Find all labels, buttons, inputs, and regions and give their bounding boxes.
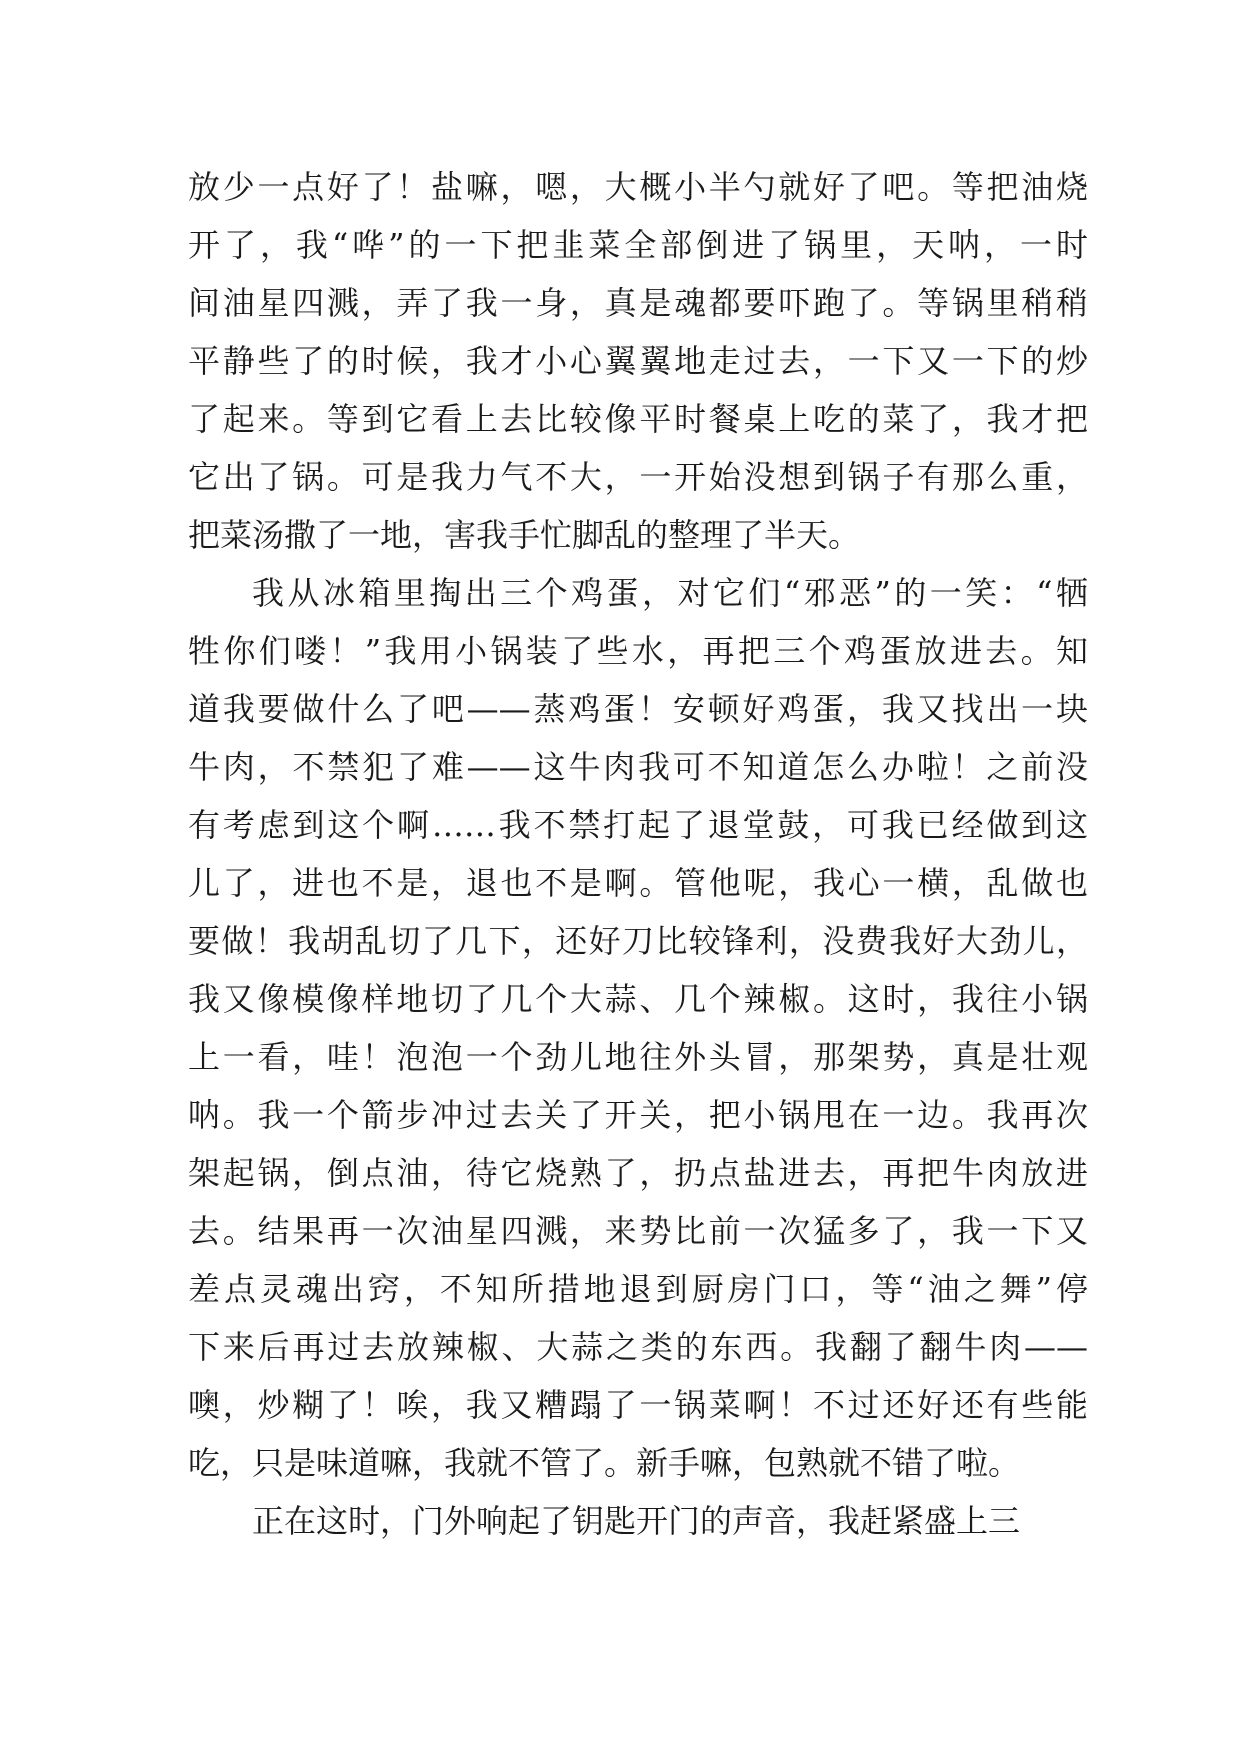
text-line: 放少一点好了！盐嘛，嗯，大概小半勺就好了吧。等把油烧 xyxy=(188,168,1088,206)
text-line: 把菜汤撒了一地，害我手忙脚乱的整理了半天。 xyxy=(188,516,861,554)
text-line: 呐。我一个箭步冲过去关了开关，把小锅甩在一边。我再次 xyxy=(188,1096,1088,1134)
text-line: 去。结果再一次油星四溅，来势比前一次猛多了，我一下又 xyxy=(188,1212,1088,1250)
text-line: 架起锅，倒点油，待它烧熟了，扔点盐进去，再把牛肉放进 xyxy=(188,1154,1088,1192)
text-line: 开了，我“哗”的一下把韭菜全部倒进了锅里，天呐，一时 xyxy=(188,226,1088,264)
text-line: 正在这时，门外响起了钥匙开门的声音，我赶紧盛上三 xyxy=(252,1502,1021,1540)
text-line: 它出了锅。可是我力气不大，一开始没想到锅子有那么重， xyxy=(188,458,1088,496)
text-line: 噢，炒糊了！唉，我又糟蹋了一锅菜啊！不过还好还有些能 xyxy=(188,1386,1088,1424)
text-line: 差点灵魂出窍，不知所措地退到厨房门口，等“油之舞”停 xyxy=(188,1270,1088,1308)
text-line: 间油星四溅，弄了我一身，真是魂都要吓跑了。等锅里稍稍 xyxy=(188,284,1088,322)
text-line: 我又像模像样地切了几个大蒜、几个辣椒。这时，我往小锅 xyxy=(188,980,1088,1018)
text-line: 要做！我胡乱切了几下，还好刀比较锋利，没费我好大劲儿， xyxy=(188,922,1088,960)
text-line: 牛肉，不禁犯了难——这牛肉我可不知道怎么办啦！之前没 xyxy=(188,748,1088,786)
body-text xyxy=(188,158,1088,1550)
text-line: 牲你们喽！”我用小锅装了些水，再把三个鸡蛋放进去。知 xyxy=(188,632,1088,670)
text-line: 儿了，进也不是，退也不是啊。管他呢，我心一横，乱做也 xyxy=(188,864,1088,902)
text-line: 道我要做什么了吧——蒸鸡蛋！安顿好鸡蛋，我又找出一块 xyxy=(188,690,1088,728)
text-line: 吃，只是味道嘛，我就不管了。新手嘛，包熟就不错了啦。 xyxy=(188,1444,1021,1482)
text-line: 了起来。等到它看上去比较像平时餐桌上吃的菜了，我才把 xyxy=(188,400,1088,438)
text-line: 平静些了的时候，我才小心翼翼地走过去，一下又一下的炒 xyxy=(188,342,1088,380)
text-line: 有考虑到这个啊……我不禁打起了退堂鼓，可我已经做到这 xyxy=(188,806,1088,844)
text-line: 下来后再过去放辣椒、大蒜之类的东西。我翻了翻牛肉—— xyxy=(188,1328,1088,1366)
text-line: 上一看，哇！泡泡一个劲儿地往外头冒，那架势，真是壮观 xyxy=(188,1038,1088,1076)
text-line: 我从冰箱里掏出三个鸡蛋，对它们“邪恶”的一笑：“牺 xyxy=(252,574,1088,612)
